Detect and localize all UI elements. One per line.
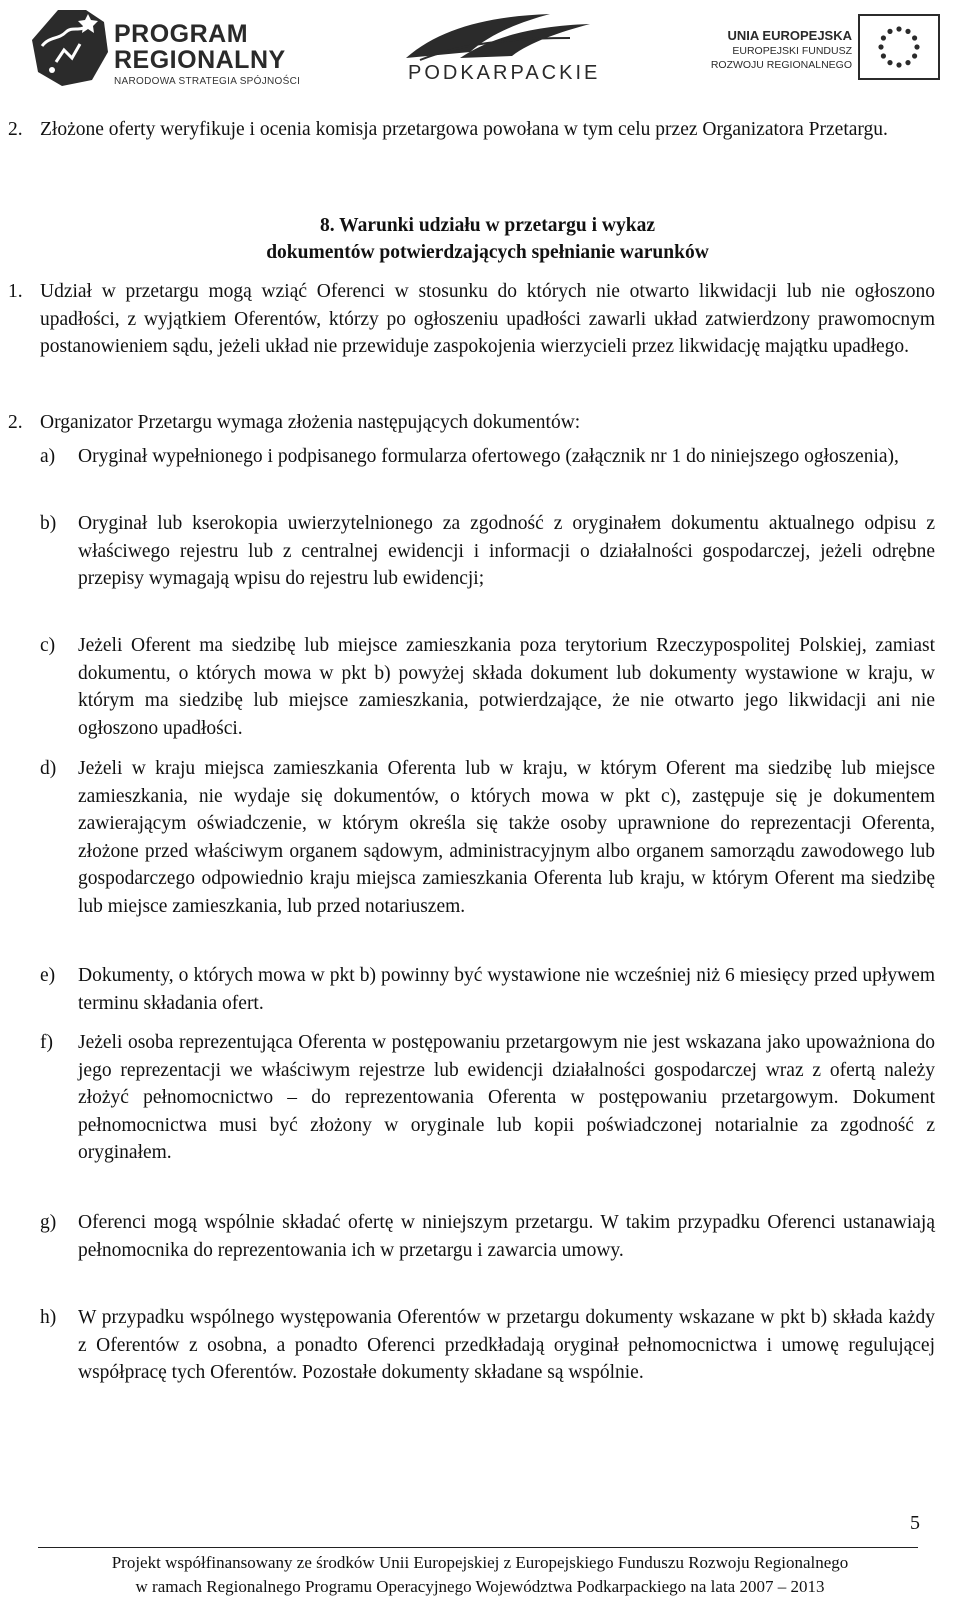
subitem-e bbox=[40, 962, 935, 1017]
program-logo-line-1: PROGRAM bbox=[114, 20, 249, 48]
subitem-h bbox=[40, 1304, 935, 1387]
podkarpackie-wordmark: PODKARPACKIE bbox=[408, 62, 601, 84]
subitem-g bbox=[40, 1209, 935, 1264]
subitem-a bbox=[40, 443, 935, 471]
program-logo-line-3: NARODOWA STRATEGIA SPÓJNOŚCI bbox=[114, 76, 301, 87]
subitem-a-text: Oryginał wypełnionego i podpisanego formularza ofertowego (załącznik nr 1 do niniejszego ogłoszenia), bbox=[78, 446, 899, 467]
point-1 bbox=[8, 278, 935, 361]
point-1-text: Udział w przetargu mogą wziąć Oferenci w stosunku do których nie otwarto likwidacji lub nie ogłoszono upadłości, z wyjątkiem Oferentów, którzy po ogłoszeniu upadłości zawarli układ zatwierdzony prawomocnym postanowieniem sądu, jeżeli układ nie przewiduje zaspokojenia wierzycieli przez likwidację majątku upadłego. bbox=[40, 281, 935, 357]
eu-logo-line-1: UNIA EUROPEJSKA bbox=[727, 28, 852, 43]
eu-logo-line-3: ROZWOJU REGIONALNEGO bbox=[710, 59, 852, 71]
subitem-c-text: Jeżeli Oferent ma siedzibę lub miejsce zamieszkania poza terytorium Rzeczypospolitej Polskiej, zamiast dokumentu, o których mowa w pkt b) powyżej składa dokument lub dokumenty wystawione w kraju, w którym ma siedzibę lub miejsce zamieszkania, potwierdzające, że nie otwarto jego likwidacji ani nie ogłoszono upadłości. bbox=[78, 635, 935, 739]
footer-line-1: Projekt współfinansowany ze środków Unii Europejskiej z Europejskiego Funduszu Rozwoju Regionalnego bbox=[111, 1553, 849, 1572]
subitem-g-text: Oferenci mogą wspólnie składać ofertę w niniejszym przetargu. W takim przypadku Oferenci ustanawiają pełnomocnika do reprezentowania ich w przetargu i zawarcia umowy. bbox=[78, 1212, 935, 1261]
subitem-c bbox=[40, 632, 935, 742]
subitem-d bbox=[40, 755, 935, 920]
eu-flag-icon bbox=[858, 14, 940, 80]
subitem-b-label: b) bbox=[40, 513, 57, 534]
subitem-h-label: h) bbox=[40, 1307, 57, 1328]
subitem-e-label: e) bbox=[40, 965, 56, 986]
eu-logo-line-2: EUROPEJSKI FUNDUSZ bbox=[732, 45, 852, 57]
subitem-h-text: W przypadku wspólnego występowania Oferentów w przetargu dokumenty wskazane w pkt b) składa każdy z Oferentów z osobna, a ponadto Oferenci przedkładają oryginał pełnomocnictwa i umowę regulującej współpracę tych Oferentów. Pozostałe dokumenty składane są wspólnie. bbox=[78, 1307, 935, 1383]
subitem-b bbox=[40, 510, 935, 593]
point-2 bbox=[8, 409, 935, 437]
subitem-e-text: Dokumenty, o których mowa w pkt b) powinny być wystawione nie wcześniej niż 6 miesięcy przed upływem terminu składania ofert. bbox=[78, 965, 935, 1014]
eu-logo bbox=[710, 14, 940, 86]
subitem-f bbox=[40, 1029, 935, 1167]
subitem-b-text: Oryginał lub kserokopia uwierzytelnionego za zgodność z oryginałem dokumentu aktualnego odpisu z właściwego rejestru lub z centralnej ewidencji i informacji o działalności gospodarczej, jeżeli odrębne przepisy wymagają wpisu do rejestru lub ewidencji; bbox=[78, 513, 935, 589]
podkarpackie-logo bbox=[400, 8, 600, 90]
podkarpackie-wings-icon bbox=[400, 8, 600, 64]
section-heading bbox=[40, 212, 935, 266]
point-1-number: 1. bbox=[8, 281, 23, 302]
program-regionalny-emblem-icon bbox=[28, 6, 112, 88]
page-number: 5 bbox=[910, 1512, 920, 1534]
subitem-c-label: c) bbox=[40, 635, 56, 656]
section-heading-line-1: 8. Warunki udziału w przetargu i wykaz bbox=[320, 215, 655, 236]
subitem-d-text: Jeżeli w kraju miejsca zamieszkania Oferenta lub w kraju, w którym Oferent ma siedzibę lub miejsce zamieszkania, nie wydaje się dokumentów, o których mowa w pkt c), zastępuje się je dokumentem zawierającym oświadczenie, w którym określa się także osoby uprawnione do reprezentacji Oferenta, złożone przed właściwym organem sądowym, administracyjnym albo organem samorządu zawodowego lub gospodarczego odpowiednio kraju miejsca zamieszkania Oferenta lub kraju, w którym Oferent ma siedzibę lub miejsce zamieszkania, lub przed notariuszem. bbox=[78, 758, 935, 917]
footer-divider bbox=[38, 1547, 918, 1548]
subitem-g-label: g) bbox=[40, 1212, 57, 1233]
intro-item-text: Złożone oferty weryfikuje i ocenia komisja przetargowa powołana w tym celu przez Organizatora Przetargu. bbox=[40, 119, 888, 140]
section-heading-line-2: dokumentów potwierdzających spełnianie warunków bbox=[266, 242, 709, 263]
subitem-f-text: Jeżeli osoba reprezentująca Oferenta w postępowaniu przetargowym nie jest wskazana jako upoważniona do jego reprezentacji we właściwym rejestrze lub ewidencji działalności gospodarczej wraz z ofertą należy złożyć pełnomocnictwo – do reprezentowania Oferenta w postępowaniu przetargowym. Dokument pełnomocnictwa musi być złożony w oryginale lub kopii poświadczonej notarialnie za zgodność z oryginałem. bbox=[78, 1032, 935, 1163]
point-2-number: 2. bbox=[8, 412, 23, 433]
footer-line-2: w ramach Regionalnego Programu Operacyjnego Województwa Podkarpackiego na lata 2007 – 2013 bbox=[135, 1577, 825, 1596]
subitem-a-label: a) bbox=[40, 446, 56, 467]
point-2-text: Organizator Przetargu wymaga złożenia następujących dokumentów: bbox=[40, 412, 581, 433]
subitem-f-label: f) bbox=[40, 1032, 53, 1053]
intro-item bbox=[8, 116, 935, 144]
page-header bbox=[0, 0, 960, 100]
subitem-d-label: d) bbox=[40, 758, 57, 779]
program-regionalny-logo bbox=[28, 6, 318, 88]
program-logo-line-2: REGIONALNY bbox=[114, 46, 286, 74]
intro-item-number: 2. bbox=[8, 119, 23, 140]
